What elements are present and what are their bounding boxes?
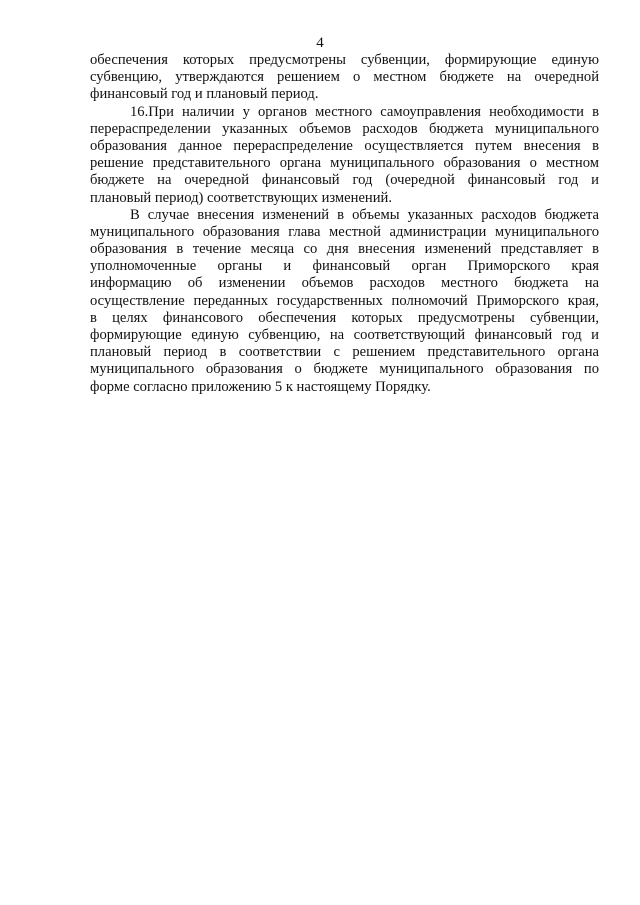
- document-body: [90, 52, 599, 396]
- paragraph-3-line-10: муниципального образования о бюджете муниципального образования по: [90, 361, 599, 378]
- paragraph-3-line-5: информацию об изменении объемов расходов местного бюджета на: [90, 275, 599, 292]
- paragraph-1-line-2: субвенцию, утверждаются решением о местном бюджете на очередной: [90, 69, 599, 86]
- paragraph-3-line-7: в целях финансового обеспечения которых предусмотрены субвенции,: [90, 309, 599, 326]
- paragraph-1-line-1: обеспечения которых предусмотрены субвенции, формирующие единую: [90, 52, 599, 68]
- paragraph-3-line-1: В случае внесения изменений в объемы указанных расходов бюджета: [130, 206, 599, 223]
- paragraph-3-line-6: осуществление переданных государственных полномочий Приморского края,: [90, 292, 599, 309]
- paragraph-3-line-3: образования в течение месяца со дня внесения изменений представляет в: [90, 241, 599, 258]
- paragraph-3-line-2: муниципального образования глава местной администрации муниципального: [90, 223, 599, 240]
- paragraph-3-line-8: формирующие единую субвенцию, на соответствующий финансовый год и: [90, 327, 599, 343]
- paragraph-2-line-4: решение представительного органа муниципального образования о местном: [90, 155, 599, 172]
- paragraph-2-line-3: образования данное перераспределение осуществляется путем внесения в: [90, 137, 599, 154]
- page-number: 4: [316, 35, 324, 51]
- paragraph-1-line-3: финансовый год и плановый период.: [90, 86, 319, 103]
- paragraph-3-line-9: плановый период в соответствии с решением представительного органа: [90, 344, 599, 361]
- paragraph-2-line-1: 16.При наличии у органов местного самоуправления необходимости в: [130, 103, 599, 120]
- paragraph-2-line-5: бюджете на очередной финансовый год (очередной финансовый год и: [90, 172, 599, 189]
- paragraph-2-line-2: перераспределении указанных объемов расходов бюджета муниципального: [90, 120, 599, 137]
- paragraph-2-line-6: плановый период) соответствующих изменений.: [90, 189, 393, 206]
- paragraph-3-line-11: форме согласно приложению 5 к настоящему Порядку.: [90, 378, 431, 395]
- paragraph-3-line-4: уполномоченные органы и финансовый орган Приморского края: [90, 258, 599, 275]
